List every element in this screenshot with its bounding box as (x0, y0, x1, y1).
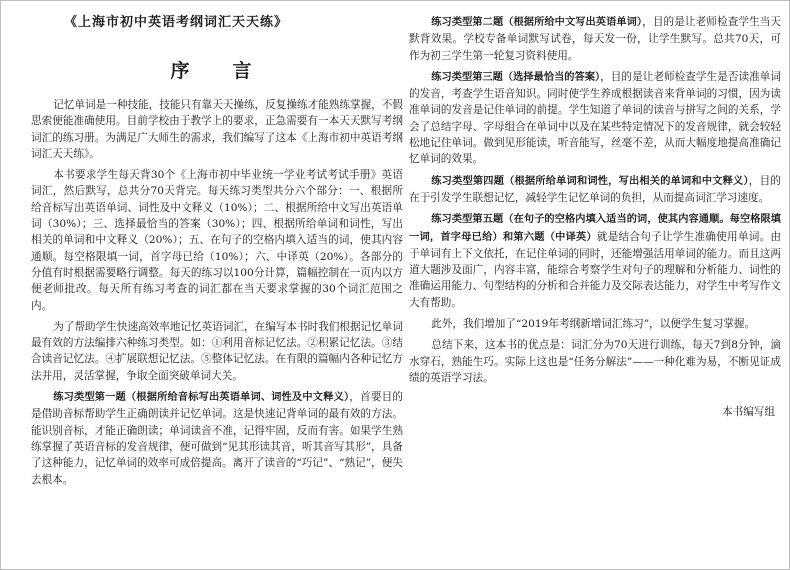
type3-text: ，目的是让老师检查学生是否读准单词的发音，考查学生语音知识。同时使学生养成根据读音来背单词的习惯，因为读准单词的发音是记住单词的前提。学生知道了单词的读音与拼写之间的关系，学会了总结字母、字母组合在单词中以及在某些特定情况下的发音规律，就会较轻松地记住单词。做到见形能读，听音能写，丝毫不差，从而大幅度地提高准确记忆单词的效果。 (409, 70, 781, 166)
preface-paragraph-3: 为了帮助学生快速高效率地记忆英语词汇，在编写本书时我们根据记忆单词最有效的方法编排六种练习类型。如：①利用音标记忆法。②积累记忆法。③结合读音记忆法。④扩展联想记忆法。⑤整体记忆法。在有限的篇幅内各种记忆方法并用，灵活掌握，争取全面突破单词大关。 (31, 320, 403, 382)
preface-paragraph-2: 本书要求学生每天背30个《上海市初中毕业统一学业考试考试手册》英语词汇，然后默写，总共分70天背完。每天练习类型共分六个部分：一、根据所给音标写出英语单词、词性及中文释义（10%）；二、根据所给中文写出英语单词（30%）；三、选择最恰当的答案（30%）；四、根据所给单词和词性，写出相关的单词和中文释义（20%）；五、在句子的空格内填入适当的词，使其内容通顺。每空格限填一词，首字母已给（10%）；六、中译英（20%）。各部分的分值有时根据需要略行调整。每天的练习以100分计算，篇幅控制在一页内以方便老师批改。每天所有练习考查的词汇都在当天要求掌握的30个词汇范围之内。 (31, 169, 403, 312)
type56-label: 练习类型第五题（在句子的空格内填入适当的词，使其内容通顺。每空格限填一词，首字母已给）和第六题（中译英） (409, 214, 781, 243)
summary-paragraph: 总结下来，这本书的优点是：词汇分为70天进行训练，每天7到8分钟，滴水穿石，熟能生巧。实际上这也是“任务分解法”——一种化难为易，不断见证成绩的英语学习法。 (409, 339, 781, 384)
type2-text: ，目的是让老师检查学生当天默背效果。学校专备单词默写试卷，每天发一份，让学生默写。总共70天，可作为初三学生第一轮复习资料使用。 (409, 16, 782, 62)
type3-paragraph (409, 69, 781, 168)
type4-text: ，目的在于引发学生联想记忆，减轻学生记忆单词的负担，从而提高词汇学习速度。 (409, 174, 782, 204)
right-page (409, 1, 781, 426)
type1-label: 练习类型第一题（根据所给音标写出英语单词、词性及中文释义） (53, 392, 350, 404)
extra-paragraph: 此外，我们增加了“2019年考纲新增词汇练习”，以便学生复习掌握。 (431, 318, 756, 331)
type1-paragraph (31, 389, 403, 488)
type2-paragraph (409, 14, 781, 64)
running-header: 《上海市初中英语考纲词汇天天练》 (63, 15, 288, 30)
type4-label: 练习类型第四题（根据所给单词和词性，写出相关的单词和中文释义） (431, 175, 749, 187)
type4-paragraph (409, 173, 781, 207)
page-title: 序 言 (170, 60, 264, 82)
type2-label: 练习类型第二题（根据所给中文写出英语单词） (431, 17, 643, 28)
type56-paragraph (409, 211, 781, 311)
left-page (31, 1, 403, 493)
type56-text: 就是结合句子让学生准确使用单词。由于单词有上下文依托，在记住单词的同时，还能增强活用单词的能力。而且这两道大题涉及面广，内容丰富，能综合考察学生对句子的理解和分析能力、词性的准确运用能力、句型结构的分析和合并能力及交际表达能力，对学生中考写作文大有帮助。 (409, 230, 781, 309)
type3-label: 练习类型第三题（选择最恰当的答案） (431, 71, 601, 83)
preface-paragraph-1: 记忆单词是一种技能，技能只有靠天天操练，反复操练才能熟练掌握，不假思索便能准确使用。目前学校由于教学上的要求，正急需要有一本天天默写考纲词汇的练习册。为满足广大师生的需求，我们编写了这本《上海市初中英语考纲词汇天天练》。 (31, 99, 403, 160)
signature: 本书编写组 (722, 406, 775, 419)
type1-text: ，首要目的是借助音标帮助学生正确朗读并记忆单词。这是快速记背单词的最有效的方法。能识别音标，才能正确朗读；单词读音不准，记得牢固，反而有害。如果学生熟练掌握了英语音标的发音规律，便可做到“见其形读其音，听其音写其形”，具备了这种能力，记忆单词的效率可成倍提高。离开了读音的“巧记”、“熟记”，便失去根本。 (31, 391, 403, 486)
